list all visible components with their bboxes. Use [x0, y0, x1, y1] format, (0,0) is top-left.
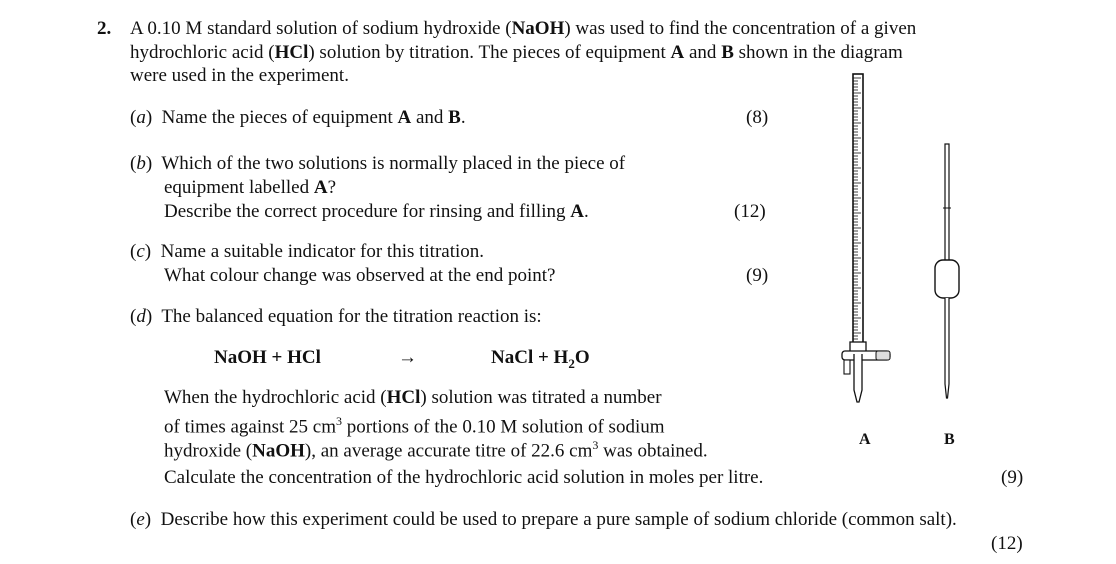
part-c-line-1: (c) Name a suitable indicator for this titration. — [130, 241, 485, 262]
question-number: 2. — [97, 18, 112, 39]
equation-lhs: NaOH + HCl — [214, 347, 321, 368]
marks-d: (9) — [1001, 467, 1024, 488]
part-d-line-1: (d) The balanced equation for the titration reaction is: — [130, 306, 542, 327]
label-b: B — [944, 431, 955, 448]
part-d-para-4: Calculate the concentration of the hydrochloric acid solution in moles per litre. — [164, 467, 764, 488]
intro-line-1: A 0.10 M standard solution of sodium hydroxide (NaOH) was used to find the concentration of a given — [130, 18, 917, 39]
marks-a: (8) — [746, 107, 769, 128]
equation-rhs: NaCl + $H_2O$ — [491, 347, 590, 371]
part-b-line-3: Describe the correct procedure for rinsing and filling A. — [164, 201, 589, 222]
burette-illustration — [842, 74, 890, 402]
part-c-line-2: What colour change was observed at the end point? — [164, 265, 556, 286]
marks-c: (9) — [746, 265, 769, 286]
part-b-line-2: equipment labelled A? — [164, 177, 337, 198]
part-d-para-3: hydroxide (NaOH), an average accurate titre of 22.6 $cm^3$ was obtained. — [164, 438, 708, 462]
intro-line-3: were used in the experiment. — [130, 65, 349, 86]
part-e: (e) Describe how this experiment could be used to prepare a pure sample of sodium chloride (common salt). — [130, 509, 957, 530]
label-a: A — [859, 431, 871, 448]
marks-e: (12) — [991, 533, 1023, 554]
part-d-para-1: When the hydrochloric acid (HCl) solution was titrated a number — [164, 387, 662, 408]
part-b-line-1: (b) Which of the two solutions is normally placed in the piece of — [130, 153, 626, 174]
part-d-para-2: of times against 25 $cm^3$ portions of the 0.10 M solution of sodium — [164, 414, 665, 438]
equipment-diagram — [830, 72, 970, 417]
equation-arrow: → — [398, 347, 417, 368]
part-a: (a) Name the pieces of equipment A and B. — [130, 107, 466, 128]
marks-b: (12) — [734, 201, 766, 222]
pipette-illustration — [935, 144, 959, 398]
intro-line-2: hydrochloric acid (HCl) solution by titration. The pieces of equipment A and B shown in the diagram — [130, 42, 903, 63]
